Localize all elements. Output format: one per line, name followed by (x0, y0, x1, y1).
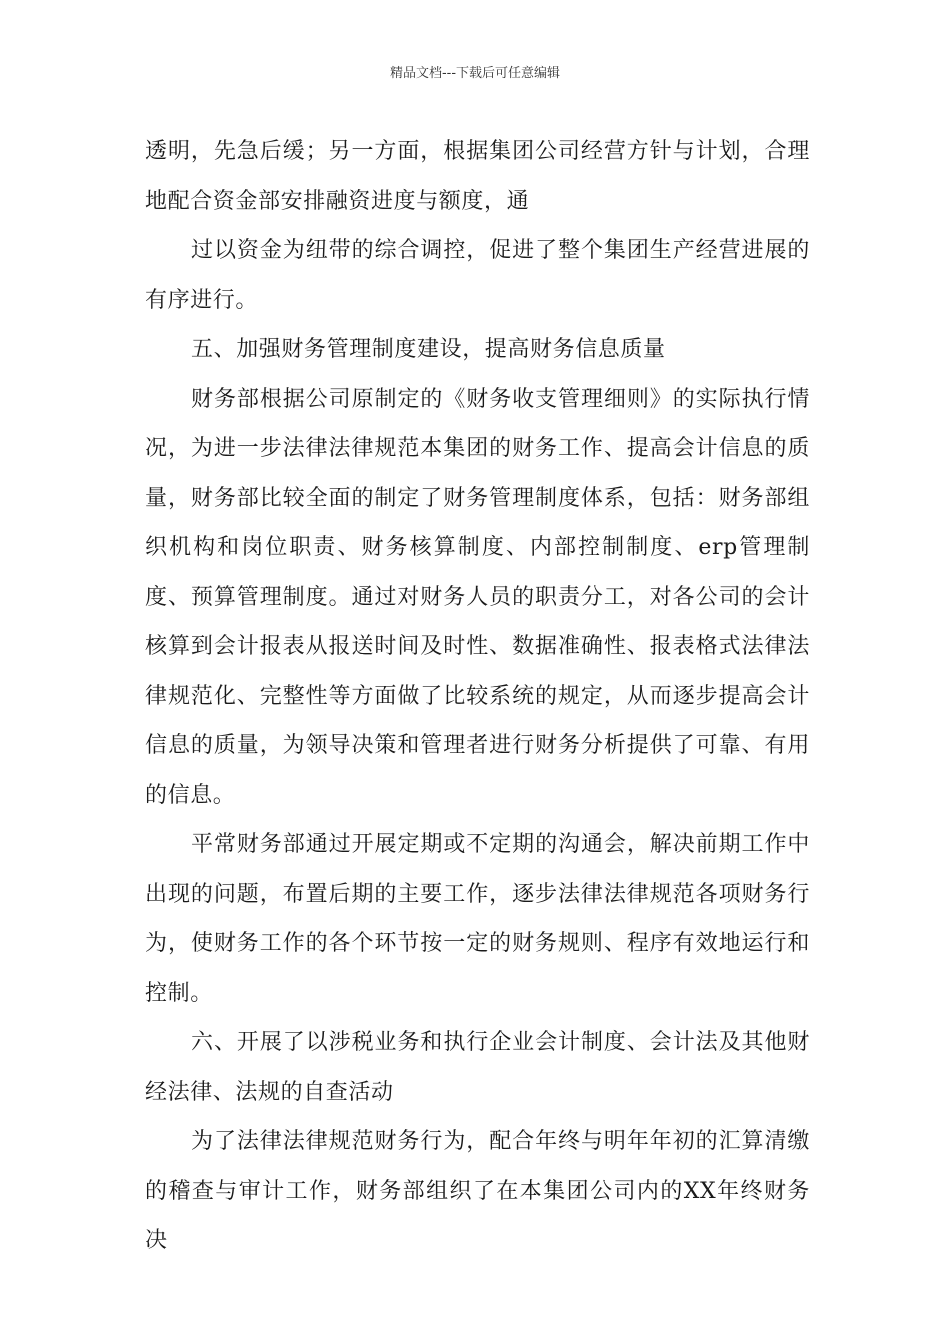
page-header: 精品文档---下载后可任意编辑 (389, 66, 561, 81)
section-heading-6: 六、开展了以涉税业务和执行企业会计制度、会计法及其他财经法律、法规的自查活动 (145, 1030, 810, 1105)
paragraph-3: 财务部根据公司原制定的《财务收支管理细则》的实际执行情况，为进一步法律法律规范本集团的财务工作、提高会计信息的质量，财务部比较全面的制定了财务管理制度体系，包括：财务部组织机构和岗位职责、财务核算制度、内部控制制度、erp管理制度、预算管理制度。通过对财务人员的职责分工，对各公司的会计核算到会计报表从报送时间及时性、数据准确性、报表格式法律法律规范化、完整性等方面做了比较系统的规定，从而逐步提高会计信息的质量，为领导决策和管理者进行财务分析提供了可靠、有用的信息。 (145, 386, 810, 808)
paragraph-4: 平常财务部通过开展定期或不定期的沟通会，解决前期工作中出现的问题，布置后期的主要工作，逐步法律法律规范各项财务行为，使财务工作的各个环节按一定的财务规则、程序有效地运行和控制。 (145, 832, 810, 1006)
paragraph-5: 为了法律法律规范财务行为，配合年终与明年年初的汇算清缴的稽查与审计工作，财务部组织了在本集团公司内的XX年终财务决 (145, 1129, 810, 1253)
document-body (145, 127, 810, 1266)
paragraph-1: 透明，先急后缓；另一方面，根据集团公司经营方针与计划，合理地配合资金部安排融资进度与额度，通 (145, 139, 810, 214)
section-heading-5: 五、加强财务管理制度建设，提高财务信息质量 (191, 337, 666, 362)
paragraph-2: 过以资金为纽带的综合调控，促进了整个集团生产经营进展的有序进行。 (145, 238, 810, 313)
